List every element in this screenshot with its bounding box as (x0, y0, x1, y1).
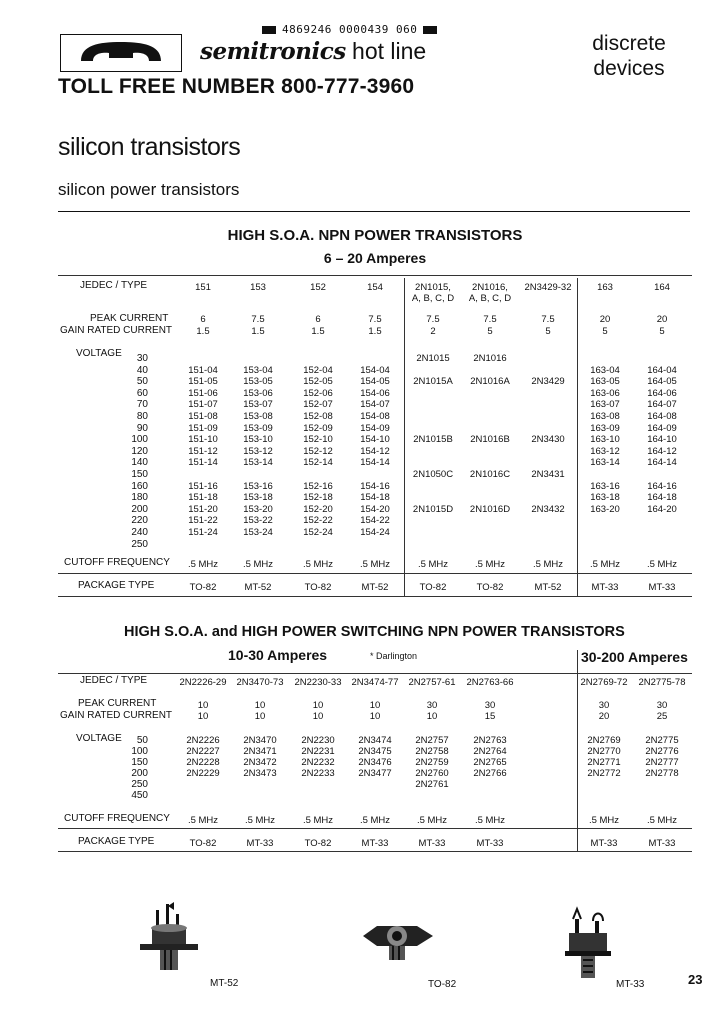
table2-gain: 10 (426, 711, 438, 722)
voltage-value: 100 (131, 434, 148, 446)
table1-part: 2N1050C (412, 469, 454, 480)
barcode-block-right (423, 26, 437, 34)
table1-part: 164-08 (647, 411, 677, 422)
table2-part: 2N3470 (243, 735, 277, 746)
table1-cutoff: .5 MHz (417, 559, 449, 570)
table1-peak: 20 (599, 314, 611, 325)
voltage-value: 120 (131, 445, 148, 457)
table1-part: 164-14 (647, 457, 677, 469)
table1-part: 163-07 (590, 399, 620, 411)
package-label-mt33: MT-33 (616, 979, 645, 990)
table1-part: 164-07 (647, 399, 677, 411)
table1-part: 164-05 (647, 376, 677, 388)
table1-part: 151-22 (188, 515, 218, 527)
table2-part: 2N2233 (301, 768, 335, 779)
table2-peak: 30 (426, 700, 438, 711)
table2-cutoff: .5 MHz (359, 815, 391, 826)
phone-icon-box (60, 34, 182, 72)
voltage-value: 200 (131, 768, 148, 779)
voltage-value: 220 (131, 515, 148, 527)
table2-part: 2N2776 (645, 746, 679, 757)
table1-part: 154-06 (360, 387, 390, 399)
toll-free-number: TOLL FREE NUMBER 800-777-3960 (58, 75, 415, 98)
table1-part: 154-14 (360, 457, 390, 469)
table2-gain: 10 (197, 711, 209, 722)
table2-part: 2N2231 (301, 746, 335, 757)
brand-suffix: hot line (352, 38, 427, 64)
voltage-value: 90 (136, 422, 148, 434)
voltage-value: 240 (131, 527, 148, 538)
table1-part: 154-20 (360, 503, 390, 515)
table2-part: 2N2763 (473, 735, 507, 746)
table1-part: 153-16 (243, 480, 273, 492)
table1-part: 151-18 (188, 492, 218, 504)
table2-package: MT-33 (648, 838, 676, 849)
table1-part: 152-08 (303, 411, 333, 422)
mt33-package-icon (555, 905, 625, 985)
table1-part: 2N1016 (473, 353, 507, 364)
table1-part: 163-05 (590, 376, 620, 388)
section-divider (58, 211, 690, 212)
table1-type: 163 (597, 282, 613, 293)
table1-top-rule (58, 275, 692, 276)
voltage-value: 50 (136, 735, 148, 746)
package-label-mt52: MT-52 (210, 978, 239, 989)
table1-part: 152-10 (303, 434, 333, 446)
mt52-package-icon (130, 900, 220, 980)
table1-type: 151 (195, 282, 211, 293)
page-number: 23 (688, 972, 703, 987)
table1-part: 153-14 (243, 457, 273, 469)
table1-part: 151-05 (188, 376, 218, 388)
table2-peak: 10 (312, 700, 324, 711)
table2-part: 2N3471 (243, 746, 277, 757)
table1-part: 164-16 (647, 480, 677, 492)
table1-gain: 5 (487, 326, 493, 337)
table2-part: 2N2771 (587, 757, 621, 768)
table1-package: MT-52 (361, 582, 389, 593)
table1-type-suffix: A, B, C, D (411, 293, 455, 304)
table2-type: 2N3470-73 (236, 677, 284, 688)
table1-gain: 1.5 (368, 326, 382, 337)
table2-package-label: PACKAGE TYPE (78, 836, 155, 847)
table2-peak: 30 (598, 700, 610, 711)
table1-part: 154-22 (360, 515, 390, 527)
table1-part: 2N3429 (531, 376, 565, 388)
table2-cutoff: .5 MHz (416, 815, 448, 826)
table2-package: MT-33 (476, 838, 504, 849)
table2-part: 2N3473 (243, 768, 277, 779)
table2-part: 2N2764 (473, 746, 507, 757)
voltage-value: 160 (131, 480, 148, 492)
table1-part: 2N1016D (469, 503, 511, 515)
table2-jedec-label: JEDEC / TYPE (80, 675, 148, 686)
table2-top-rule (58, 673, 692, 674)
table1-part: 152-04 (303, 364, 333, 376)
table1-cutoff: .5 MHz (646, 559, 678, 570)
table1-part: 2N3430 (531, 434, 565, 446)
category-line-1: discrete (592, 32, 666, 55)
table2-part: 2N3475 (358, 746, 392, 757)
table1-cutoff-rule (58, 573, 692, 574)
table1-part: 154-24 (360, 527, 390, 538)
table1-part: 152-24 (303, 527, 333, 538)
table1-part: 164-20 (647, 503, 677, 515)
section-subtitle: silicon power transistors (58, 180, 240, 199)
table2-subtitle-a: 10-30 Amperes (228, 647, 328, 663)
table2-package: TO-82 (304, 838, 332, 849)
barcode-line (262, 23, 437, 36)
table2-part: 2N2777 (645, 757, 679, 768)
table2-part: 2N2227 (186, 746, 220, 757)
table1-part: 164-09 (647, 422, 677, 434)
table1-part: 2N1015D (412, 503, 454, 515)
table1-type: 154 (367, 282, 383, 293)
table1-type-suffix: A, B, C, D (468, 293, 512, 304)
table1-package: TO-82 (304, 582, 332, 593)
table1-part: 152-16 (303, 480, 333, 492)
table2-cutoff: .5 MHz (588, 815, 620, 826)
table1-part: 154-10 (360, 434, 390, 446)
table1-peak: 7.5 (251, 314, 265, 325)
table1-part: 154-05 (360, 376, 390, 388)
table1-title: HIGH S.O.A. NPN POWER TRANSISTORS (227, 227, 523, 244)
table1-part: 153-18 (243, 492, 273, 504)
table1-part: 154-12 (360, 445, 390, 457)
table1-part: 153-09 (243, 422, 273, 434)
table2-package: TO-82 (189, 838, 217, 849)
category-title (586, 31, 672, 81)
table1-part: 151-04 (188, 364, 218, 376)
table1-peak: 7.5 (541, 314, 555, 325)
voltage-value: 80 (136, 411, 148, 422)
phone-handset-icon (61, 35, 181, 71)
table1-peak: 6 (315, 314, 321, 325)
table1-gain: 5 (545, 326, 551, 337)
table1-type: 2N1015, (415, 282, 451, 293)
table2-cutoff: .5 MHz (187, 815, 219, 826)
table2-cutoff: .5 MHz (302, 815, 334, 826)
table1-part: 154-04 (360, 364, 390, 376)
table1-package: MT-33 (648, 582, 676, 593)
table2-cutoff-label: CUTOFF FREQUENCY (64, 813, 170, 824)
table2-type: 2N3474-77 (351, 677, 399, 688)
table2-type: 2N2230-33 (294, 677, 342, 688)
voltage-value: 150 (131, 757, 148, 768)
table1-part: 154-18 (360, 492, 390, 504)
table1-part: 163-20 (590, 503, 620, 515)
category-line-2: devices (593, 57, 665, 80)
table2-part: 2N2772 (587, 768, 621, 779)
table1-part: 163-10 (590, 434, 620, 446)
table1-part: 154-07 (360, 399, 390, 411)
table1-part: 151-08 (188, 411, 218, 422)
table2-part: 2N2759 (415, 757, 449, 768)
table2-type: 2N2226-29 (179, 677, 227, 688)
table1-subtitle: 6 – 20 Amperes (323, 250, 427, 266)
table1-part: 164-10 (647, 434, 677, 446)
table1-cutoff-label: CUTOFF FREQUENCY (64, 557, 170, 568)
darlington-note: * Darlington (370, 651, 418, 661)
table1-part: 153-07 (243, 399, 273, 411)
table1-cutoff: .5 MHz (474, 559, 506, 570)
table1-peak: 6 (200, 314, 206, 325)
table1-part: 2N1016B (470, 434, 510, 446)
table2-part: 2N2766 (473, 768, 507, 779)
table2-part: 2N2770 (587, 746, 621, 757)
table1-package-label: PACKAGE TYPE (78, 580, 155, 591)
table2-voltage-label: VOLTAGE (76, 733, 122, 744)
voltage-value: 450 (131, 790, 148, 801)
table1-part: 153-05 (243, 376, 273, 388)
table1-part: 151-14 (188, 457, 218, 469)
table1-part: 163-09 (590, 422, 620, 434)
table2-peak: 30 (656, 700, 668, 711)
table1-peak: 7.5 (426, 314, 440, 325)
table2-part: 2N2757 (415, 735, 449, 746)
table2-gain: 25 (656, 711, 668, 722)
table1-cutoff: .5 MHz (242, 559, 274, 570)
table1-part: 164-12 (647, 445, 677, 457)
table1-part: 163-08 (590, 411, 620, 422)
table2-package: MT-33 (361, 838, 389, 849)
table1-type: 2N3429-32 (524, 282, 572, 293)
table1-part: 153-04 (243, 364, 273, 376)
table1-part: 164-04 (647, 364, 677, 376)
voltage-value: 250 (131, 779, 148, 790)
table1-gain: 2 (430, 326, 436, 337)
table1-part: 153-22 (243, 515, 273, 527)
table1-type: 152 (310, 282, 326, 293)
table1-part: 2N3432 (531, 503, 565, 515)
table2-gain: 10 (254, 711, 266, 722)
table1-part: 164-06 (647, 387, 677, 399)
table2-part: 2N2765 (473, 757, 507, 768)
table1-part: 154-16 (360, 480, 390, 492)
table1-peak: 20 (656, 314, 668, 325)
table1-gain-label: GAIN RATED CURRENT (60, 325, 173, 336)
table1-package: TO-82 (189, 582, 217, 593)
table2-package: MT-33 (590, 838, 618, 849)
table1-cutoff: .5 MHz (359, 559, 391, 570)
table2-type: 2N2769-72 (580, 677, 628, 688)
table2-cutoff: .5 MHz (244, 815, 276, 826)
table1-part: 151-12 (188, 445, 218, 457)
table2-part: 2N2775 (645, 735, 679, 746)
table2-type: 2N2775-78 (638, 677, 686, 688)
barcode-text: 4869246 0000439 060 (282, 23, 418, 36)
table1-type: 2N1016, (472, 282, 508, 293)
table2-gain: 10 (369, 711, 381, 722)
table1-type: 153 (250, 282, 266, 293)
table1-part: 151-10 (188, 434, 218, 446)
table2-title: HIGH S.O.A. and HIGH POWER SWITCHING NPN POWER TRANSISTORS (124, 624, 625, 640)
table2-type: 2N2757-61 (408, 677, 456, 688)
table2-part: 2N2778 (645, 768, 679, 779)
table1-part: 2N1016C (469, 469, 511, 480)
table1-part: 153-06 (243, 387, 273, 399)
table1-part: 163-12 (590, 445, 620, 457)
table1-part: 163-18 (590, 492, 620, 504)
table1-part: 151-06 (188, 387, 218, 399)
brand (200, 38, 426, 65)
table2-peak: 10 (197, 700, 209, 711)
table1-type: 164 (654, 282, 670, 293)
table1-part: 151-07 (188, 399, 218, 411)
table2-part: 2N2230 (301, 735, 335, 746)
table2-type: 2N2763-66 (466, 677, 514, 688)
table2-part: 2N2758 (415, 746, 449, 757)
table2-peak: 10 (369, 700, 381, 711)
table2-subtitle-b: 30-200 Amperes (581, 649, 688, 665)
voltage-value: 180 (131, 492, 148, 504)
table1-part: 151-24 (188, 527, 218, 538)
table1-part: 152-06 (303, 387, 333, 399)
table1-part: 154-08 (360, 411, 390, 422)
voltage-value: 30 (136, 353, 148, 364)
table1-package: TO-82 (476, 582, 504, 593)
package-label-to82: TO-82 (428, 979, 457, 990)
table1-package: MT-52 (244, 582, 272, 593)
voltage-value: 150 (131, 469, 148, 480)
table1-gain: 1.5 (196, 326, 210, 337)
table2-bottom-rule (58, 851, 692, 852)
table1-part: 151-09 (188, 422, 218, 434)
table1-part: 2N1015A (413, 376, 453, 388)
table2-cutoff: .5 MHz (474, 815, 506, 826)
table2-part: 2N2760 (415, 768, 449, 779)
table2-part: 2N2761 (415, 779, 449, 790)
table2-gain: 20 (598, 711, 610, 722)
table1-part: 152-12 (303, 445, 333, 457)
table1-gain: 1.5 (311, 326, 325, 337)
table1-part: 152-22 (303, 515, 333, 527)
table1-part: 154-09 (360, 422, 390, 434)
table1-gain: 5 (602, 326, 608, 337)
voltage-value: 140 (131, 457, 148, 469)
table1-package: MT-33 (591, 582, 619, 593)
table1-part: 151-20 (188, 503, 218, 515)
table2-part: 2N2769 (587, 735, 621, 746)
table2-part: 2N2228 (186, 757, 220, 768)
table1-package: TO-82 (419, 582, 447, 593)
table2-cutoff: .5 MHz (646, 815, 678, 826)
table1-part: 2N1016A (470, 376, 510, 388)
table1-part: 152-07 (303, 399, 333, 411)
table2-peak: 30 (484, 700, 496, 711)
table2-gain: 15 (484, 711, 496, 722)
barcode-block-left (262, 26, 276, 34)
table1-part: 153-20 (243, 503, 273, 515)
voltage-value: 60 (136, 387, 148, 399)
table1-jedec-label: JEDEC / TYPE (80, 280, 148, 291)
table1-cutoff: .5 MHz (532, 559, 564, 570)
voltage-value: 50 (136, 376, 148, 388)
table1-part: 163-16 (590, 480, 620, 492)
table1-part: 2N1015 (416, 353, 450, 364)
table2-gain-label: GAIN RATED CURRENT (60, 710, 173, 721)
table1-part: 153-12 (243, 445, 273, 457)
table1-part: 152-05 (303, 376, 333, 388)
table1-part: 153-10 (243, 434, 273, 446)
table1-part: 2N3431 (531, 469, 565, 480)
table1-gain: 5 (659, 326, 665, 337)
table1-part: 163-14 (590, 457, 620, 469)
table1-part: 153-24 (243, 527, 273, 538)
table1-part: 2N1015B (413, 434, 453, 446)
table2-package: MT-33 (418, 838, 446, 849)
table1-peak-label: PEAK CURRENT (90, 313, 169, 324)
voltage-value: 200 (131, 503, 148, 515)
table1-bottom-rule (58, 596, 692, 597)
table2-peak: 10 (254, 700, 266, 711)
table2-part: 2N3474 (358, 735, 392, 746)
table2-part: 2N2232 (301, 757, 335, 768)
table1-part: 152-18 (303, 492, 333, 504)
table1-cutoff: .5 MHz (302, 559, 334, 570)
table2-peak-label: PEAK CURRENT (78, 698, 157, 709)
table1-voltage-label: VOLTAGE (76, 348, 122, 359)
table2-part: 2N2226 (186, 735, 220, 746)
table2-cutoff-rule (58, 828, 692, 829)
voltage-value: 70 (136, 399, 148, 411)
table2-part: 2N2229 (186, 768, 220, 779)
table1-cutoff: .5 MHz (187, 559, 219, 570)
voltage-value: 100 (131, 746, 148, 757)
table1-peak: 7.5 (368, 314, 382, 325)
table1-part: 152-14 (303, 457, 333, 469)
table1-part: 153-08 (243, 411, 273, 422)
voltage-value: 250 (131, 538, 148, 550)
table2-gain: 10 (312, 711, 324, 722)
table2-part: 2N3477 (358, 768, 392, 779)
brand-name: semitronics (200, 38, 346, 65)
table1-part: 164-18 (647, 492, 677, 504)
table1-gain: 1.5 (251, 326, 265, 337)
table2-part: 2N3476 (358, 757, 392, 768)
table1-part: 163-06 (590, 387, 620, 399)
table1-part: 152-09 (303, 422, 333, 434)
table1-peak: 7.5 (483, 314, 497, 325)
table1-cutoff: .5 MHz (589, 559, 621, 570)
table1-part: 152-20 (303, 503, 333, 515)
section-title: silicon transistors (58, 133, 241, 161)
voltage-value: 40 (136, 364, 148, 376)
to82-package-icon (355, 918, 445, 968)
table1-part: 151-16 (188, 480, 218, 492)
table1-package: MT-52 (534, 582, 562, 593)
table2-part: 2N3472 (243, 757, 277, 768)
table2-package: MT-33 (246, 838, 274, 849)
table1-part: 163-04 (590, 364, 620, 376)
